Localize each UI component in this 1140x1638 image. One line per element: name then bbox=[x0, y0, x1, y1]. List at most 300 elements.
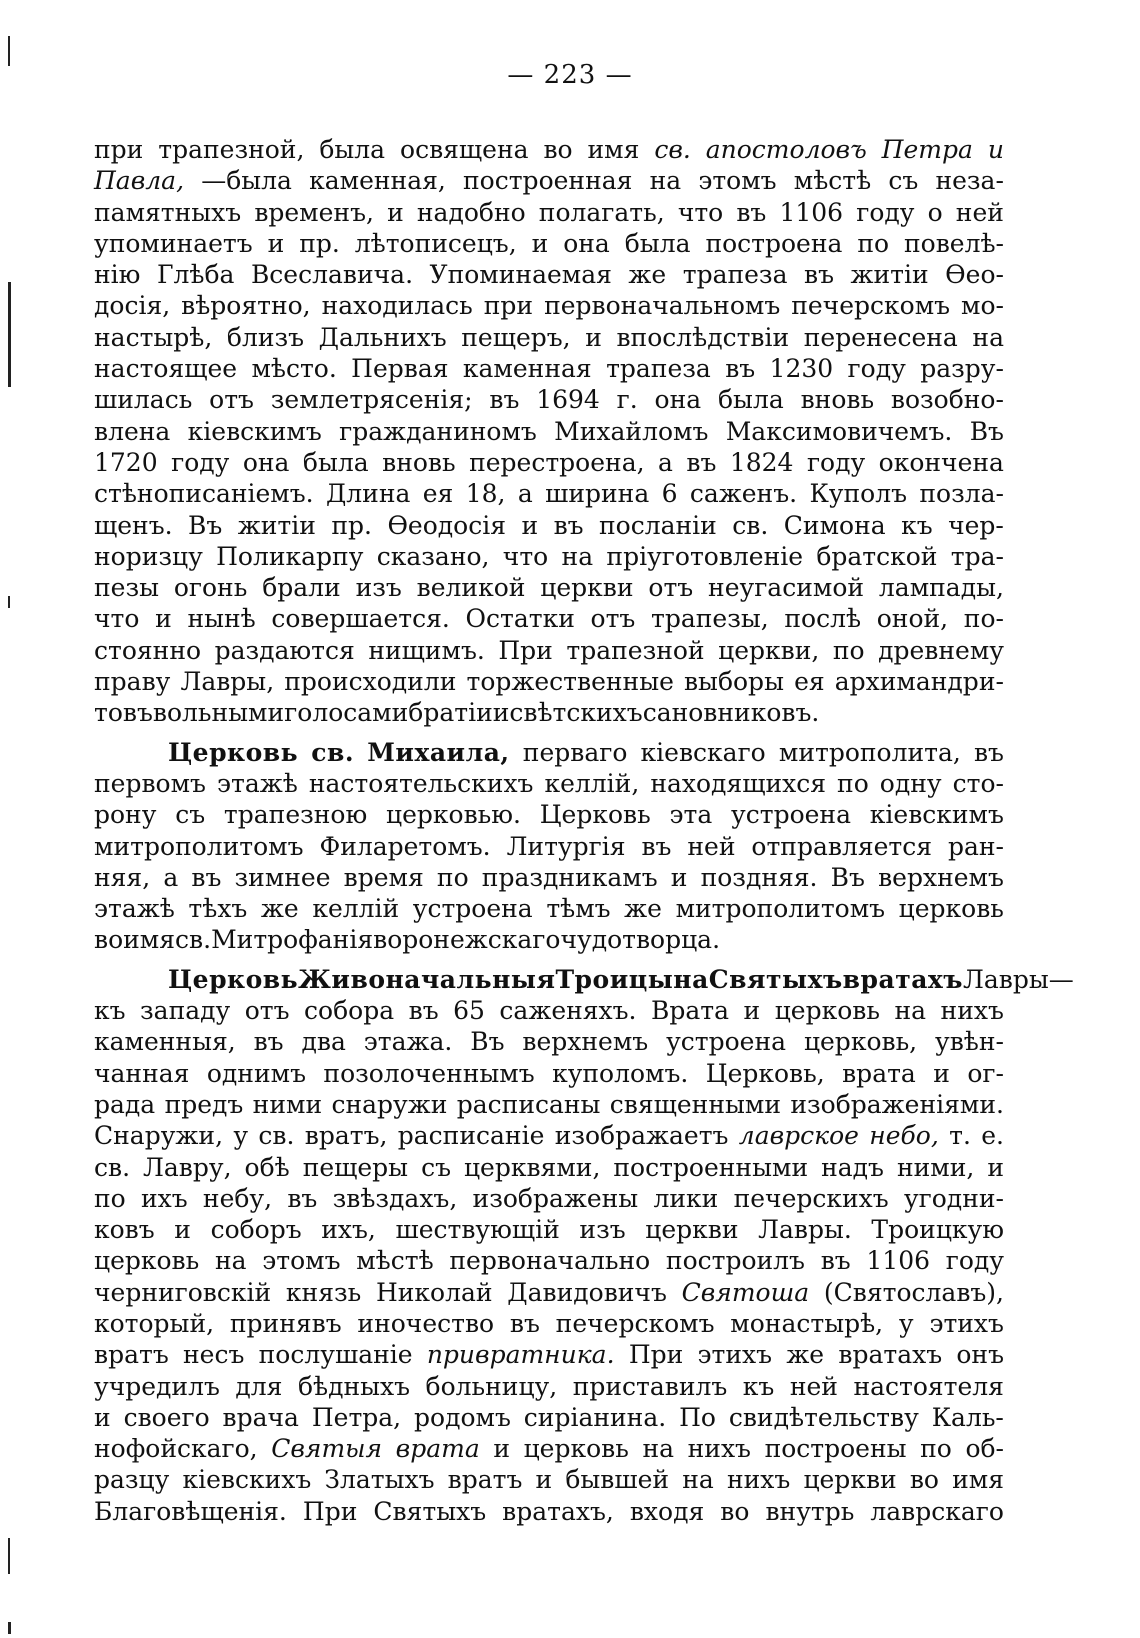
word: гражданиномъ bbox=[339, 416, 537, 446]
word: имя bbox=[123, 925, 176, 955]
word: была bbox=[319, 135, 386, 164]
word: вратъ bbox=[447, 1465, 523, 1495]
text-line bbox=[94, 1402, 1004, 1433]
word: трапезной bbox=[566, 635, 705, 665]
word: Максимовичемъ. bbox=[725, 416, 953, 446]
word: мѣстѣ bbox=[356, 1246, 434, 1276]
word: (Святославъ), bbox=[823, 1277, 1004, 1307]
text-line bbox=[94, 893, 1004, 924]
word: Святоша bbox=[681, 1277, 810, 1307]
word: позла- bbox=[919, 479, 1004, 509]
text-line bbox=[94, 134, 1004, 165]
word: въ bbox=[641, 831, 672, 861]
word: настырѣ, bbox=[94, 322, 213, 352]
word: построенная bbox=[463, 166, 633, 196]
word: году bbox=[856, 197, 915, 227]
text-line bbox=[94, 1433, 1004, 1464]
word: архимандри- bbox=[834, 667, 1004, 697]
word: св. bbox=[175, 925, 212, 955]
word: При bbox=[302, 1496, 358, 1526]
word: послѣ bbox=[784, 604, 862, 634]
word: она bbox=[563, 228, 610, 258]
text-line bbox=[94, 1464, 1004, 1495]
word: сиріанина. bbox=[523, 1402, 667, 1432]
word: Куполъ bbox=[809, 479, 907, 509]
word: полагать, bbox=[538, 197, 665, 227]
word: свѣтскихъ bbox=[509, 698, 643, 728]
word: Святыхъ bbox=[708, 964, 843, 994]
word: товъ bbox=[94, 698, 153, 728]
word: е. bbox=[981, 1121, 1004, 1151]
word: вратъ bbox=[94, 1340, 169, 1370]
text-line bbox=[94, 1058, 1004, 1089]
word: Упоминаемая bbox=[429, 260, 612, 290]
word: окончена bbox=[878, 447, 1004, 477]
word: нихъ bbox=[940, 996, 1004, 1026]
word: Глѣба bbox=[156, 260, 235, 290]
word: же bbox=[628, 260, 667, 290]
word: этажа. bbox=[363, 1027, 453, 1057]
word: увѣн- bbox=[935, 1027, 1004, 1057]
word: нофойскаго, bbox=[94, 1434, 258, 1464]
text-line bbox=[94, 1089, 1004, 1120]
word: рада bbox=[94, 1089, 156, 1119]
word: соборъ bbox=[210, 1215, 302, 1245]
word: каменная, bbox=[309, 166, 446, 196]
word: Святыя bbox=[271, 1434, 383, 1464]
word: вольными bbox=[152, 698, 285, 728]
word: праву bbox=[94, 667, 171, 697]
word: св. bbox=[732, 510, 769, 540]
scan-artifact bbox=[8, 596, 10, 608]
word: 65 bbox=[453, 996, 485, 1026]
word: въ bbox=[725, 354, 756, 384]
page-number: — 223 — bbox=[507, 60, 633, 90]
word: во bbox=[94, 925, 124, 955]
word: по bbox=[920, 1434, 952, 1464]
word: келлій bbox=[312, 894, 400, 924]
word: пещеръ, bbox=[461, 322, 571, 352]
word: Длина bbox=[325, 479, 411, 509]
word: западу bbox=[140, 996, 231, 1026]
word: надъ bbox=[821, 1152, 884, 1182]
word: вратахъ bbox=[838, 1340, 943, 1370]
text-line bbox=[94, 1277, 1004, 1308]
word: Церковь bbox=[168, 737, 299, 767]
word: ран- bbox=[947, 831, 1004, 861]
word: пр. bbox=[331, 510, 372, 540]
word: чудотворца. bbox=[560, 925, 721, 955]
word: къ bbox=[901, 510, 933, 540]
word: отъ bbox=[209, 385, 254, 415]
word: стѣнописаніемъ. bbox=[94, 479, 314, 509]
word: этомъ bbox=[262, 1246, 341, 1276]
word: была bbox=[302, 447, 369, 477]
text-line bbox=[94, 799, 1004, 830]
word: Филаретомъ. bbox=[319, 831, 491, 861]
word: т. bbox=[949, 1121, 971, 1151]
word: поздняя. bbox=[700, 862, 818, 892]
word: братской bbox=[816, 541, 938, 571]
word: ихъ, bbox=[321, 1215, 376, 1245]
text-line bbox=[94, 1026, 1004, 1057]
word: оной, bbox=[876, 604, 949, 634]
word: устроена bbox=[731, 800, 851, 830]
word: и bbox=[933, 1058, 950, 1088]
word: на bbox=[649, 166, 682, 196]
text-line bbox=[94, 964, 1074, 995]
word: небу, bbox=[202, 1183, 273, 1213]
word: находящихся bbox=[650, 768, 826, 798]
word: а bbox=[163, 862, 179, 892]
word: лампады, bbox=[878, 573, 1004, 603]
word: разцу bbox=[94, 1465, 170, 1495]
word: кіевскаго bbox=[640, 737, 766, 767]
word: ея bbox=[794, 667, 825, 697]
word: монастырѣ, bbox=[730, 1308, 884, 1338]
word: однимъ bbox=[206, 1058, 306, 1088]
word: кіевскимъ bbox=[187, 416, 322, 446]
text-line bbox=[94, 290, 1004, 321]
text-line bbox=[94, 635, 1004, 666]
word: Лавры. bbox=[758, 1215, 852, 1245]
word: ея bbox=[422, 479, 454, 509]
word: и bbox=[155, 604, 172, 634]
word: вновь bbox=[382, 447, 456, 477]
word: и bbox=[94, 1402, 111, 1432]
word: настоятельскихъ bbox=[308, 768, 534, 798]
word: изъ bbox=[579, 1215, 626, 1245]
word: настоящее bbox=[94, 354, 238, 384]
word: Церковь, bbox=[705, 1058, 825, 1088]
word: и bbox=[521, 510, 539, 540]
word: митрополита, bbox=[778, 737, 961, 767]
word: собора bbox=[304, 996, 395, 1026]
word: мѣстѣ bbox=[793, 166, 872, 196]
word: перваго bbox=[522, 737, 628, 767]
word: отъ bbox=[590, 604, 636, 634]
word: по bbox=[837, 768, 869, 798]
word: а bbox=[658, 447, 673, 477]
body-text bbox=[94, 134, 1074, 1527]
word: Симона bbox=[783, 510, 886, 540]
word: настоятеля bbox=[853, 1371, 1004, 1401]
word: онъ bbox=[956, 1340, 1004, 1370]
word: предъ bbox=[164, 1089, 244, 1119]
text-line bbox=[94, 603, 1004, 634]
word: изъ bbox=[355, 573, 402, 603]
word: нынѣ bbox=[187, 604, 256, 634]
word: Ѳео- bbox=[945, 260, 1004, 290]
paragraph-gap bbox=[94, 956, 1004, 964]
word: на bbox=[972, 322, 1004, 352]
word: Церковь bbox=[539, 800, 651, 830]
text-line bbox=[94, 541, 1004, 572]
word: вѣроятно, bbox=[181, 291, 311, 321]
paragraph-gap bbox=[94, 729, 1004, 737]
word: году bbox=[171, 447, 230, 477]
word: совершается. bbox=[271, 604, 450, 634]
word: по bbox=[857, 228, 890, 258]
word: послушаніе bbox=[258, 1340, 413, 1370]
word: 1106 bbox=[866, 1246, 931, 1276]
word: Церковь bbox=[168, 964, 299, 994]
word: что bbox=[677, 197, 724, 227]
word: ней bbox=[687, 831, 736, 861]
word: князь bbox=[285, 1277, 362, 1307]
word: и bbox=[493, 1434, 511, 1464]
word: своего bbox=[123, 1402, 210, 1432]
text-line bbox=[94, 1245, 1004, 1276]
word: звѣздахъ, bbox=[332, 1183, 458, 1213]
word: При bbox=[498, 635, 553, 665]
word: Въ bbox=[969, 416, 1004, 446]
text-line bbox=[94, 572, 1004, 603]
word: пріуготовленіе bbox=[606, 541, 804, 571]
word: вратахъ bbox=[842, 964, 963, 994]
word: этихъ bbox=[929, 1308, 1004, 1338]
word: къ bbox=[742, 1371, 775, 1401]
word: Петра bbox=[881, 135, 973, 164]
word: При bbox=[628, 1340, 684, 1370]
word: построенными bbox=[613, 1152, 809, 1182]
word: первомъ bbox=[94, 768, 206, 798]
word: памятныхъ bbox=[94, 197, 242, 227]
word: изображены bbox=[472, 1183, 639, 1213]
word: Златыхъ bbox=[324, 1465, 435, 1495]
word: мѣсто. bbox=[251, 354, 337, 384]
word: въ bbox=[408, 996, 439, 1026]
word: Въ bbox=[830, 862, 865, 892]
text-line bbox=[94, 322, 1004, 353]
word: устроена bbox=[666, 1027, 787, 1057]
word: Лавры, bbox=[180, 667, 275, 697]
word: съ bbox=[421, 1152, 451, 1182]
word: этажѣ bbox=[216, 768, 298, 798]
word: сто- bbox=[952, 768, 1004, 798]
word: Снаружи, bbox=[94, 1121, 224, 1151]
word: лѣтописецъ, bbox=[354, 228, 517, 258]
word: перенесена bbox=[803, 322, 958, 352]
word: 1106 bbox=[779, 197, 844, 227]
word: братіи bbox=[408, 698, 493, 728]
word: церковь bbox=[523, 1434, 629, 1464]
word: врата bbox=[395, 1434, 480, 1464]
word: принявъ bbox=[229, 1308, 342, 1338]
word: досія, bbox=[94, 291, 171, 321]
word: св. bbox=[311, 737, 355, 767]
word: врата bbox=[842, 1058, 916, 1088]
word: митрополитомъ bbox=[94, 831, 304, 861]
word: она bbox=[242, 447, 290, 477]
word: саженяхъ. bbox=[499, 996, 637, 1026]
word: Остатки bbox=[465, 604, 575, 634]
word: внутрь bbox=[765, 1496, 855, 1526]
word: съ bbox=[175, 800, 206, 830]
word: во bbox=[720, 1496, 750, 1526]
word: Михаила, bbox=[367, 737, 510, 767]
word: повелѣ- bbox=[904, 228, 1004, 258]
word: Въ bbox=[470, 1027, 505, 1057]
word: была bbox=[624, 228, 691, 258]
word: щенъ. bbox=[94, 510, 173, 540]
word: церковь bbox=[774, 996, 880, 1026]
word: отправляется bbox=[751, 831, 933, 861]
word: раздаются bbox=[214, 635, 355, 665]
word: на bbox=[642, 1434, 675, 1464]
word: этажѣ bbox=[94, 894, 175, 924]
word: для bbox=[235, 1371, 283, 1401]
text-line bbox=[94, 416, 1004, 447]
word: приставилъ bbox=[572, 1371, 728, 1401]
word: вновь bbox=[800, 385, 875, 415]
word: шилась bbox=[94, 385, 193, 415]
word: и bbox=[531, 228, 549, 258]
text-line bbox=[94, 1214, 1004, 1245]
word: Михайломъ bbox=[554, 416, 709, 446]
text-line bbox=[94, 478, 1004, 509]
text-line bbox=[94, 862, 1004, 893]
word: лаврскаго bbox=[870, 1496, 1004, 1526]
word: на bbox=[561, 541, 594, 571]
word: трапезы, bbox=[651, 604, 769, 634]
word: иночество bbox=[357, 1308, 495, 1338]
word: и bbox=[535, 1465, 553, 1495]
word: Каль- bbox=[931, 1402, 1004, 1432]
word: апостоловъ bbox=[705, 135, 867, 164]
word: тѣмъ bbox=[546, 894, 611, 924]
word: же bbox=[624, 894, 662, 924]
word: имя bbox=[952, 1465, 1004, 1495]
word: нію bbox=[94, 260, 141, 290]
word: священными bbox=[609, 1089, 782, 1119]
word: а bbox=[517, 479, 533, 509]
text-line bbox=[94, 737, 1004, 768]
text-line bbox=[94, 1339, 1004, 1370]
text-line bbox=[94, 384, 1004, 415]
text-line bbox=[94, 1183, 1004, 1214]
word: въ bbox=[287, 1183, 318, 1213]
word: къ bbox=[94, 996, 126, 1026]
word: Врата bbox=[651, 996, 730, 1026]
word: ней bbox=[955, 197, 1004, 227]
word: который, bbox=[94, 1308, 215, 1338]
word: врача bbox=[222, 1402, 299, 1432]
text-line bbox=[94, 1496, 1004, 1527]
text-line bbox=[94, 697, 1004, 728]
word: кіевскихъ bbox=[182, 1465, 312, 1495]
word: эта bbox=[669, 800, 713, 830]
word: первоначальномъ bbox=[544, 291, 781, 321]
word: на bbox=[214, 1246, 247, 1276]
word: въ bbox=[804, 260, 834, 290]
word: нихъ bbox=[726, 1465, 791, 1495]
word: норизцу bbox=[94, 541, 203, 571]
scan-artifact bbox=[8, 1538, 10, 1574]
word: и bbox=[987, 1152, 1004, 1182]
word: и bbox=[743, 996, 761, 1026]
word: церквями, bbox=[463, 1152, 601, 1182]
word: рону bbox=[94, 800, 157, 830]
text-line bbox=[94, 353, 1004, 384]
word: Лавру, bbox=[143, 1152, 232, 1182]
word: стоянно bbox=[94, 635, 202, 665]
word: кіевскимъ bbox=[869, 800, 1004, 830]
scan-artifact bbox=[8, 36, 10, 66]
word: Святыхъ bbox=[373, 1496, 487, 1526]
word: у bbox=[233, 1121, 249, 1151]
word: этомъ bbox=[698, 166, 777, 196]
word: учредилъ bbox=[94, 1371, 220, 1401]
word: году bbox=[847, 354, 906, 384]
word: Благовѣщенія. bbox=[94, 1496, 287, 1526]
word: изображеніями. bbox=[790, 1089, 1004, 1119]
word: трапеза bbox=[606, 354, 711, 384]
word: тѣхъ bbox=[188, 894, 248, 924]
word: 18, bbox=[465, 479, 506, 509]
word: и bbox=[585, 322, 602, 352]
word: св. bbox=[94, 1152, 131, 1182]
word: вратъ, bbox=[304, 1121, 388, 1151]
word: огонь bbox=[173, 573, 248, 603]
word: упоминаетъ bbox=[94, 228, 253, 258]
word: саженъ. bbox=[689, 479, 798, 509]
word: —была bbox=[201, 166, 292, 196]
word: устроена bbox=[412, 894, 533, 924]
word: ог- bbox=[967, 1058, 1004, 1088]
word: году bbox=[945, 1246, 1004, 1276]
word: зимнее bbox=[234, 862, 331, 892]
scan-artifact bbox=[8, 282, 11, 387]
word: въ bbox=[253, 1027, 284, 1057]
word: въ bbox=[489, 385, 520, 415]
word: же bbox=[786, 1340, 825, 1370]
word: церковь bbox=[898, 894, 1004, 924]
word: съ bbox=[888, 166, 919, 196]
word: шествующій bbox=[395, 1215, 560, 1245]
word: Троицы bbox=[555, 964, 674, 994]
word: входя bbox=[629, 1496, 705, 1526]
word: имя bbox=[587, 135, 640, 164]
word: великой bbox=[416, 573, 526, 603]
word: вратахъ, bbox=[502, 1496, 614, 1526]
word: Митрофанія bbox=[211, 925, 374, 955]
word: каменныя, bbox=[94, 1027, 236, 1057]
text-line bbox=[94, 666, 1004, 697]
text-line bbox=[94, 831, 1004, 862]
scan-artifact bbox=[8, 1622, 11, 1634]
word: несъ bbox=[183, 1340, 245, 1370]
word: происходили bbox=[284, 667, 457, 697]
word: угодни- bbox=[903, 1183, 1004, 1213]
word: влена bbox=[94, 416, 171, 446]
word: черниговскій bbox=[94, 1277, 272, 1307]
word: была bbox=[718, 385, 784, 415]
word: 1694 bbox=[536, 385, 600, 415]
word: неза- bbox=[935, 166, 1004, 196]
word: г. bbox=[616, 385, 638, 415]
word: она bbox=[654, 385, 702, 415]
word: ихъ bbox=[140, 1183, 188, 1213]
word: Всеславича. bbox=[250, 260, 414, 290]
text-line bbox=[94, 1308, 1004, 1339]
word: Дальнихъ bbox=[318, 322, 447, 352]
word: въ bbox=[686, 447, 717, 477]
word: Первая bbox=[351, 354, 449, 384]
word: во bbox=[543, 135, 573, 164]
word: больницу, bbox=[425, 1371, 558, 1401]
word: находилась bbox=[321, 291, 473, 321]
